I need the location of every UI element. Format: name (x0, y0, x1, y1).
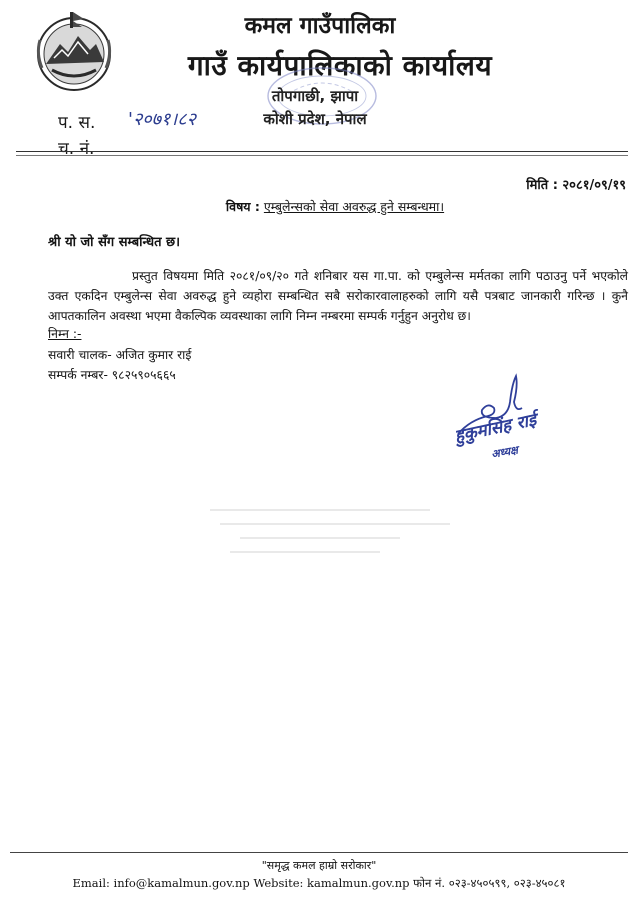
office-name: गाउँ कार्यपालिकाको कार्यालय (187, 49, 493, 82)
contact-line: सम्पर्क नम्बर- ९८२५९०५६६५ (48, 368, 176, 382)
signatory-title: अध्यक्ष (490, 443, 519, 461)
salutation: श्री यो जो सँग सम्बन्धित छ। (48, 235, 181, 250)
nepal-emblem-icon (32, 10, 116, 94)
reverse-side-bleed (200, 500, 460, 570)
header-divider (16, 151, 628, 152)
driver-line: सवारी चालक- अजित कुमार राई (48, 348, 192, 362)
list-heading: निम्न :- (48, 327, 82, 341)
reference-number: '२०७१।८२ (128, 109, 196, 130)
footer-contact: Email: info@kamalmun.gov.np Website: kamalmun.gov.np फोन नं. ०२३-४५०५९९, ०२३-४५०८१ (72, 876, 566, 890)
subject-text: एम्बुलेन्सको सेवा अवरुद्ध हुने सम्बन्धमा। (263, 199, 445, 214)
header-divider-thin (16, 155, 628, 156)
subject-line (150, 198, 520, 215)
letter-body: प्रस्तुत विषयमा मिति २०८१/०९/२० गते शनिबार यस गा.पा. को एम्बुलेन्स मर्मतका लागि पठाउनु पर्ने भएकोले उक्त एकदिन एम्बुलेन्स सेवा अवरुद्ध हुने व्यहोरा सम्बन्धित सबै सरोकारवालाहरुको लागि यसै पत्रबाट जानकारी गरिन्छ । कुनै आपतकालिन अवस्था भएमा वैकल्पिक व्यवस्थाका लागि निम्न नम्बरमा सम्पर्क गर्नुहुन अनुरोध छ। (48, 269, 628, 323)
letter-date: मिति : २०८१/०९/१९ (526, 178, 626, 193)
municipality-name: कमल गाउँपालिका (244, 13, 396, 39)
signatory-name: हुकुमसिंह राई (452, 410, 539, 447)
address-line-2: कोशी प्रदेश, नेपाल (263, 110, 367, 128)
reference-label: प. स. (58, 113, 96, 133)
dispatch-number-label: च. नं. (58, 139, 95, 159)
subject-label: विषय : (225, 199, 260, 214)
footer-motto: "समृद्ध कमल हाम्रो सरोकार" (261, 859, 377, 872)
address-line-1: तोपगाछी, झापा (271, 87, 359, 105)
footer-divider (10, 852, 628, 853)
signature (440, 372, 570, 462)
